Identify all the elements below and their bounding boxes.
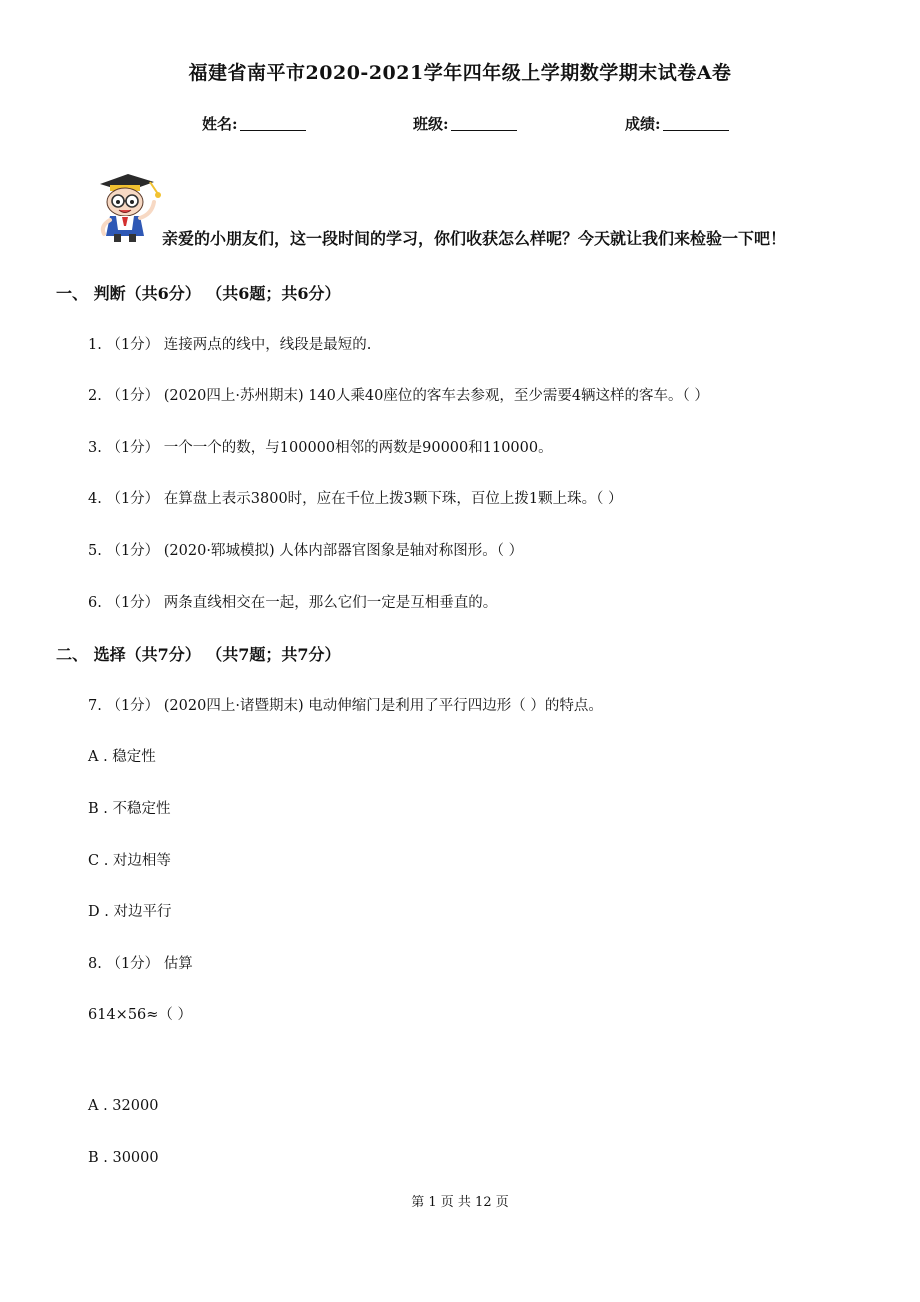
name-label: 姓名: — [202, 115, 238, 133]
class-label: 班级: — [413, 115, 449, 133]
greeting-text: 亲爱的小朋友们，这一段时间的学习，你们收获怎么样呢？今天就让我们来检验一下吧！ — [162, 229, 787, 248]
question-4: 4. （1分） 在算盘上表示3800时，应在千位上拨3颗下珠，百位上拨1颗上珠。（ ） — [88, 491, 623, 507]
score-blank[interactable] — [663, 114, 729, 131]
question-8-option-b[interactable]: B . 30000 — [88, 1150, 159, 1166]
question-8-expression: 614×56≈（ ） — [88, 1007, 193, 1023]
class-blank[interactable] — [451, 114, 517, 131]
question-7-option-d[interactable]: D . 对边平行 — [88, 904, 172, 920]
mascot-doctor-icon — [92, 170, 164, 244]
section-heading-choice: 二、 选择（共7分） （共7题；共7分） — [56, 645, 341, 664]
page-footer: 第 1 页 共 12 页 — [411, 1195, 509, 1210]
question-7-option-a[interactable]: A . 稳定性 — [88, 749, 156, 765]
exam-title: 福建省南平市2020-2021学年四年级上学期数学期末试卷A卷 — [188, 62, 732, 84]
question-7-option-c[interactable]: C . 对边相等 — [88, 853, 171, 869]
question-3: 3. （1分） 一个一个的数，与100000相邻的两数是90000和110000。 — [88, 440, 553, 456]
question-7-option-b[interactable]: B . 不稳定性 — [88, 801, 171, 817]
section-heading-judgement: 一、 判断（共6分） （共6题；共6分） — [56, 284, 341, 303]
student-info-row — [0, 113, 920, 137]
question-5: 5. （1分） (2020·郓城模拟) 人体内部器官图象是轴对称图形。（ ） — [88, 543, 524, 559]
class-field[interactable] — [413, 113, 517, 134]
score-field[interactable] — [625, 113, 729, 134]
question-7: 7. （1分） (2020四上·诸暨期末) 电动伸缩门是利用了平行四边形（ ）的特点。 — [88, 698, 603, 714]
question-8: 8. （1分） 估算 — [88, 956, 193, 972]
score-label: 成绩: — [625, 115, 661, 133]
name-blank[interactable] — [240, 114, 306, 131]
question-8-option-a[interactable]: A . 32000 — [88, 1098, 159, 1114]
name-field[interactable] — [202, 113, 306, 134]
question-2: 2. （1分） (2020四上·苏州期末) 140人乘40座位的客车去参观，至少需要4辆这样的客车。（ ） — [88, 388, 709, 404]
question-6: 6. （1分） 两条直线相交在一起，那么它们一定是互相垂直的。 — [88, 595, 498, 611]
question-1: 1. （1分） 连接两点的线中，线段是最短的. — [88, 337, 372, 353]
